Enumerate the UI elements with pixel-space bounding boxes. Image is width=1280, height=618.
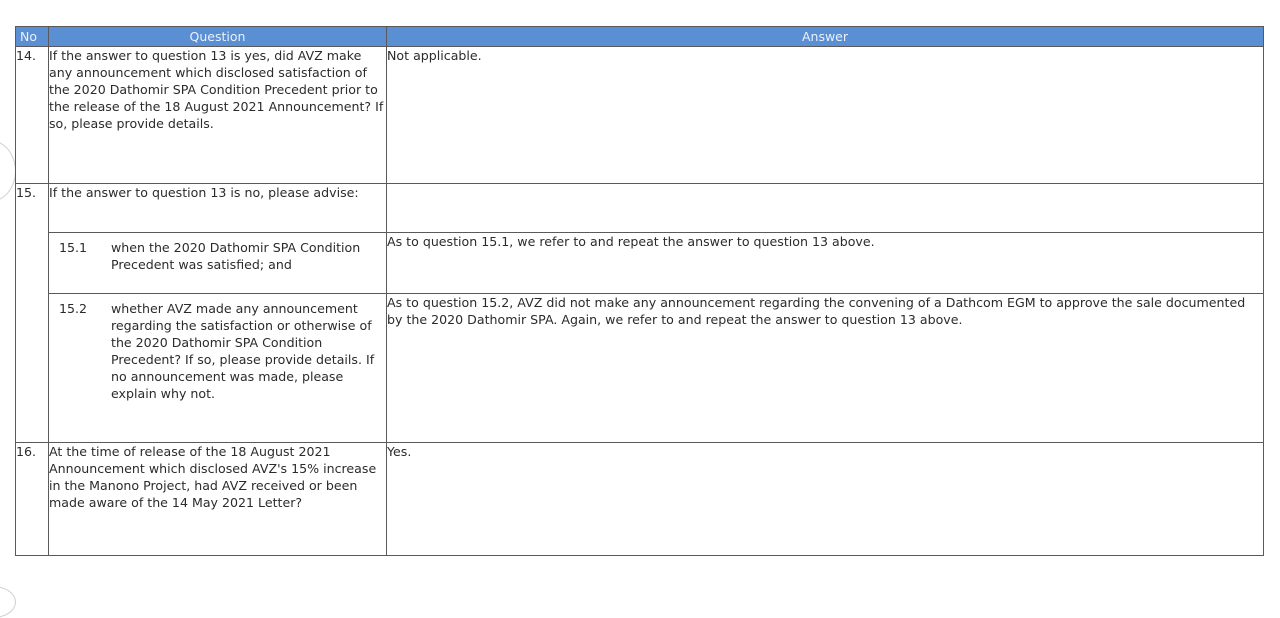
answer-cell	[387, 184, 1264, 233]
answer-cell: Yes.	[387, 443, 1264, 556]
subitem-number: 15.2	[59, 301, 88, 316]
table-row	[16, 47, 1264, 184]
binder-hole-top	[0, 140, 16, 202]
table-subrow	[16, 233, 1264, 294]
subitem-question: when the 2020 Dathomir SPA Condition Precedent was satisfied; and	[111, 240, 361, 272]
header-no: No	[16, 27, 49, 47]
subquestion-cell	[49, 233, 387, 294]
row-number: 15.	[16, 184, 49, 443]
table-row	[16, 443, 1264, 556]
subquestion-cell	[49, 294, 387, 443]
question-cell: If the answer to question 13 is yes, did AVZ make any announcement which disclosed satisfaction of the 2020 Dathomir SPA Condition Precedent prior to the release of the 18 August 2021 Announcement? If so, please provide details.	[49, 47, 387, 184]
table-header-row	[16, 27, 1264, 47]
header-answer: Answer	[387, 27, 1264, 47]
binder-hole-bottom	[0, 586, 16, 618]
qa-table	[15, 26, 1264, 556]
subitem-question: whether AVZ made any announcement regarding the satisfaction or otherwise of the 2020 Dathomir SPA Condition Precedent? If so, please provide details. If no announcement was made, please explain why not.	[111, 301, 375, 401]
row-number: 16.	[16, 443, 49, 556]
row-number: 14.	[16, 47, 49, 184]
table-subrow	[16, 294, 1264, 443]
answer-cell: Not applicable.	[387, 47, 1264, 184]
header-question: Question	[49, 27, 387, 47]
subitem-number: 15.1	[59, 240, 88, 255]
table-row	[16, 184, 1264, 233]
answer-cell: As to question 15.2, AVZ did not make any announcement regarding the convening of a Dathcom EGM to approve the sale documented by the 2020 Dathomir SPA. Again, we refer to and repeat the answer to question 13 above.	[387, 294, 1264, 443]
question-cell: If the answer to question 13 is no, please advise:	[49, 184, 387, 233]
answer-cell: As to question 15.1, we refer to and repeat the answer to question 13 above.	[387, 233, 1264, 294]
question-cell: At the time of release of the 18 August 2021 Announcement which disclosed AVZ's 15% increase in the Manono Project, had AVZ received or been made aware of the 14 May 2021 Letter?	[49, 443, 387, 556]
